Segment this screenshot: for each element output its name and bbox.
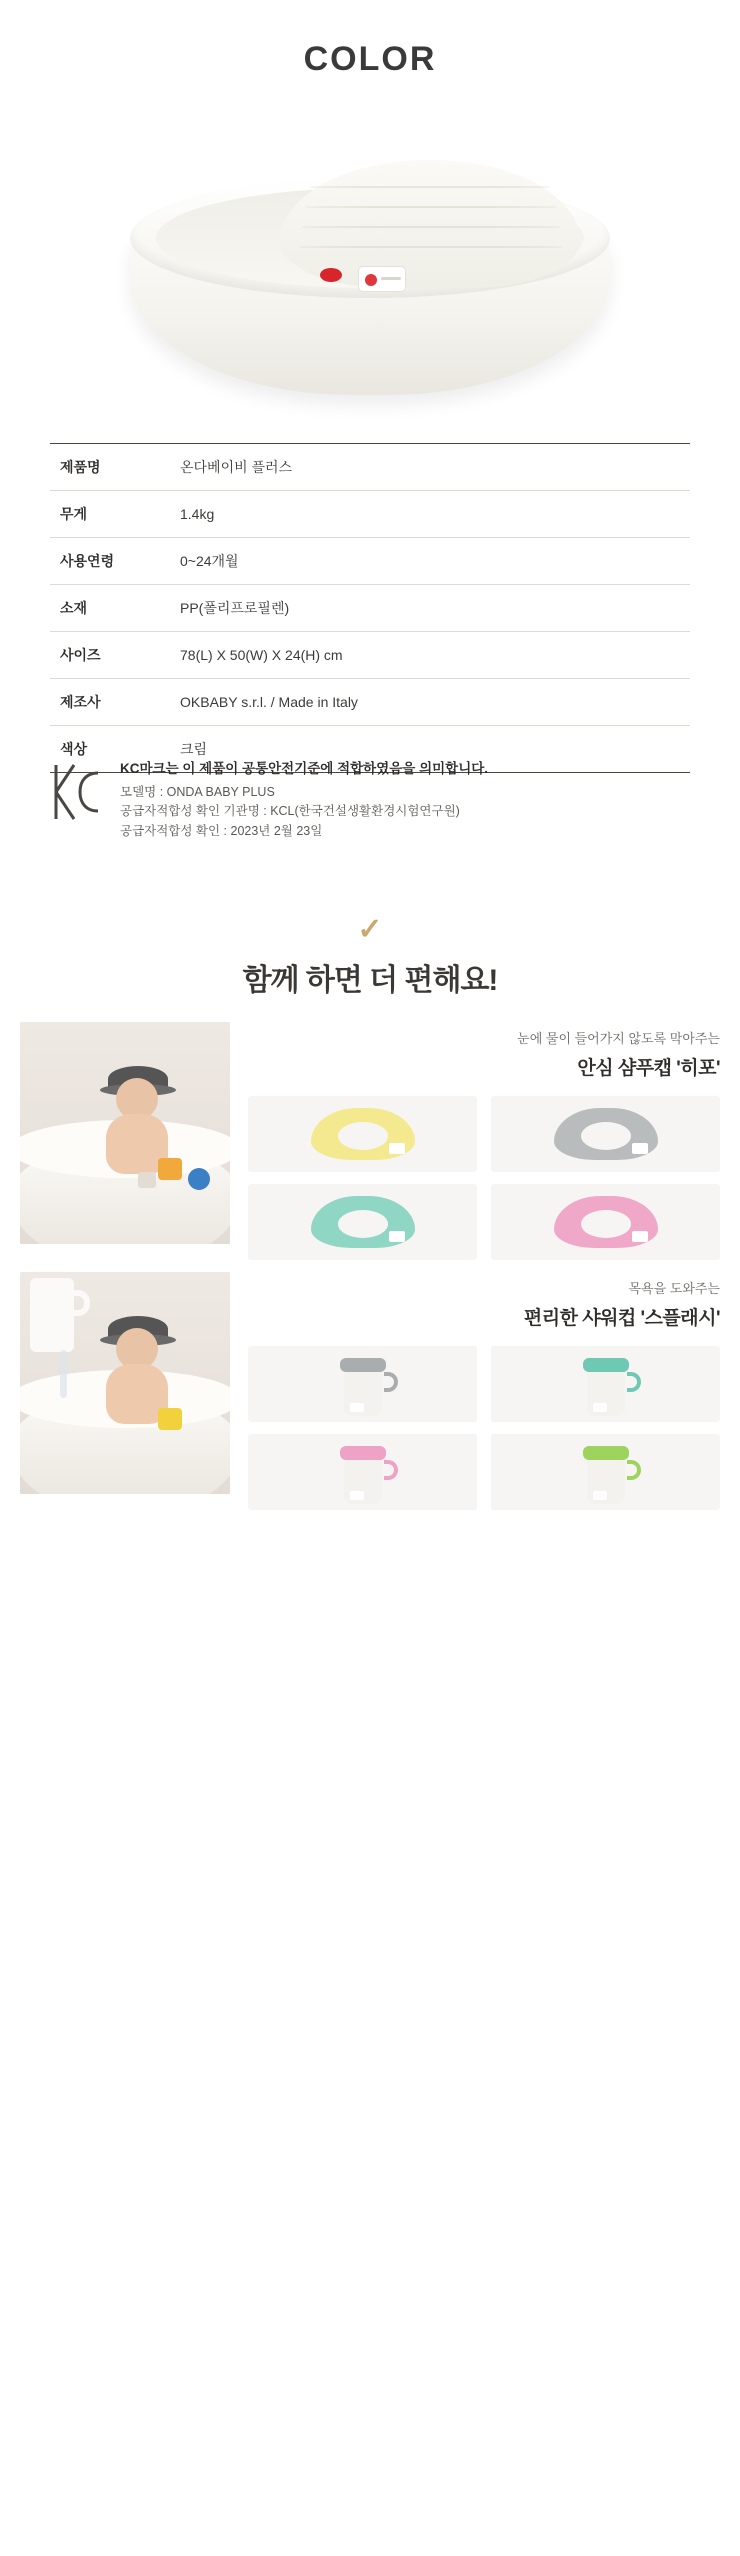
cup-lid [583, 1358, 629, 1372]
spec-label: 제조사 [60, 694, 101, 710]
swatch-shampoo-cap-yellow[interactable] [248, 1096, 477, 1172]
table-row [50, 491, 690, 538]
thermometer-label-line [381, 277, 401, 280]
photo-water-pour [60, 1350, 67, 1398]
cup-tag [350, 1403, 364, 1412]
promo-title: 편리한 샤워컵 '스플래시' [523, 1308, 720, 1329]
cup-tag [350, 1491, 364, 1500]
bathtub-illustration [130, 160, 610, 410]
promo-block-shampoo-cap [20, 1022, 720, 1260]
shampoo-cap-icon [311, 1108, 415, 1160]
spec-label: 제품명 [60, 459, 101, 475]
tub-ridge [310, 186, 550, 188]
cup-handle [384, 1460, 398, 1480]
swatch-shower-cup-pink[interactable] [248, 1434, 477, 1510]
cap-hole [338, 1210, 388, 1238]
promo-subtitle: 목욕을 도와주는 [628, 1281, 720, 1296]
cup-handle [384, 1372, 398, 1392]
promo-photo-shampoo-cap [20, 1022, 230, 1244]
spec-value: 1.4kg [180, 506, 215, 522]
cap-hole [581, 1122, 631, 1150]
photo-shower-cup [30, 1278, 74, 1352]
table-row [50, 679, 690, 726]
table-row [50, 585, 690, 632]
promo-subtitle: 눈에 물이 들어가지 않도록 막아주는 [517, 1031, 720, 1046]
spec-value: PP(폴리프로필렌) [180, 600, 290, 616]
shower-cup-icon [583, 1352, 629, 1416]
shampoo-cap-icon [554, 1108, 658, 1160]
promo-copy-shampoo-cap [248, 1022, 720, 1260]
promo-photo-shower-cup [20, 1272, 230, 1494]
kc-line-3: 공급자적합성 확인 기관명 : KCL(한국건설생활환경시험연구원) [120, 804, 460, 819]
kc-line-4: 공급자적합성 확인 : 2023년 2월 23일 [120, 823, 323, 838]
tub-ridge [302, 226, 560, 228]
cup-lid [340, 1358, 386, 1372]
cup-lid [583, 1446, 629, 1460]
shower-cup-icon [340, 1440, 386, 1504]
swatch-shampoo-cap-pink[interactable] [491, 1184, 720, 1260]
page-title: COLOR [303, 40, 437, 78]
spec-label: 사용연령 [60, 553, 115, 569]
cup-tag [593, 1491, 607, 1500]
spec-label: 색상 [60, 741, 88, 757]
cup-handle [627, 1460, 641, 1480]
cap-tag [632, 1231, 648, 1242]
table-row [50, 632, 690, 679]
shower-cup-icon [340, 1352, 386, 1416]
shampoo-cap-icon [554, 1196, 658, 1248]
tub-ridge [306, 206, 556, 208]
promo-copy-shower-cup [248, 1272, 720, 1510]
kc-line-2: 모델명 : ONDA BABY PLUS [120, 785, 275, 799]
promo-title: 안심 샴푸캡 '히포' [577, 1058, 720, 1079]
shampoo-cap-icon [311, 1196, 415, 1248]
spec-label: 무게 [60, 506, 88, 522]
check-divider-icon: ✓ [357, 913, 383, 946]
thermometer-indicator [358, 266, 406, 292]
product-image [70, 150, 670, 420]
table-row [50, 538, 690, 585]
swatch-grid-shampoo-cap [248, 1096, 720, 1260]
spec-value: 78(L) X 50(W) X 24(H) cm [180, 647, 343, 663]
cap-hole [338, 1122, 388, 1150]
cup-tag [593, 1403, 607, 1412]
kc-text-block [120, 755, 488, 841]
spec-table [50, 443, 690, 773]
spec-label: 소재 [60, 600, 88, 616]
shower-cup-icon [583, 1440, 629, 1504]
cap-hole [581, 1210, 631, 1238]
spec-value: 온다베이비 플러스 [180, 459, 293, 475]
swatch-shower-cup-green[interactable] [491, 1434, 720, 1510]
cap-tag [389, 1231, 405, 1242]
spec-label: 사이즈 [60, 647, 101, 663]
photo-bath-toy [138, 1172, 156, 1188]
swatch-shower-cup-gray[interactable] [248, 1346, 477, 1422]
swatch-shower-cup-mint[interactable] [491, 1346, 720, 1422]
kc-certification-block [50, 755, 690, 841]
kc-mark-icon [50, 761, 102, 823]
cap-tag [389, 1143, 405, 1154]
swatch-shampoo-cap-mint[interactable] [248, 1184, 477, 1260]
thermometer-dot [365, 274, 377, 286]
photo-bath-toy [188, 1168, 210, 1190]
kc-line-1: KC마크는 이 제품이 공통안전기준에 적합하였음을 의미합니다. [120, 761, 489, 776]
promo-block-shower-cup [20, 1272, 720, 1510]
tub-ridge [300, 246, 562, 248]
spec-value: OKBABY s.r.l. / Made in Italy [180, 694, 358, 710]
cup-lid [340, 1446, 386, 1460]
cap-tag [632, 1143, 648, 1154]
swatch-shampoo-cap-gray[interactable] [491, 1096, 720, 1172]
photo-bath-toy [158, 1158, 182, 1180]
section-heading-together: 함께 하면 더 편해요! [242, 964, 498, 997]
spec-value: 크림 [180, 741, 208, 757]
table-row [50, 444, 690, 491]
spec-value: 0~24개월 [180, 553, 239, 569]
cup-handle [627, 1372, 641, 1392]
photo-bath-toy [158, 1408, 182, 1430]
drain-plug [320, 268, 342, 282]
swatch-grid-shower-cup [248, 1346, 720, 1510]
